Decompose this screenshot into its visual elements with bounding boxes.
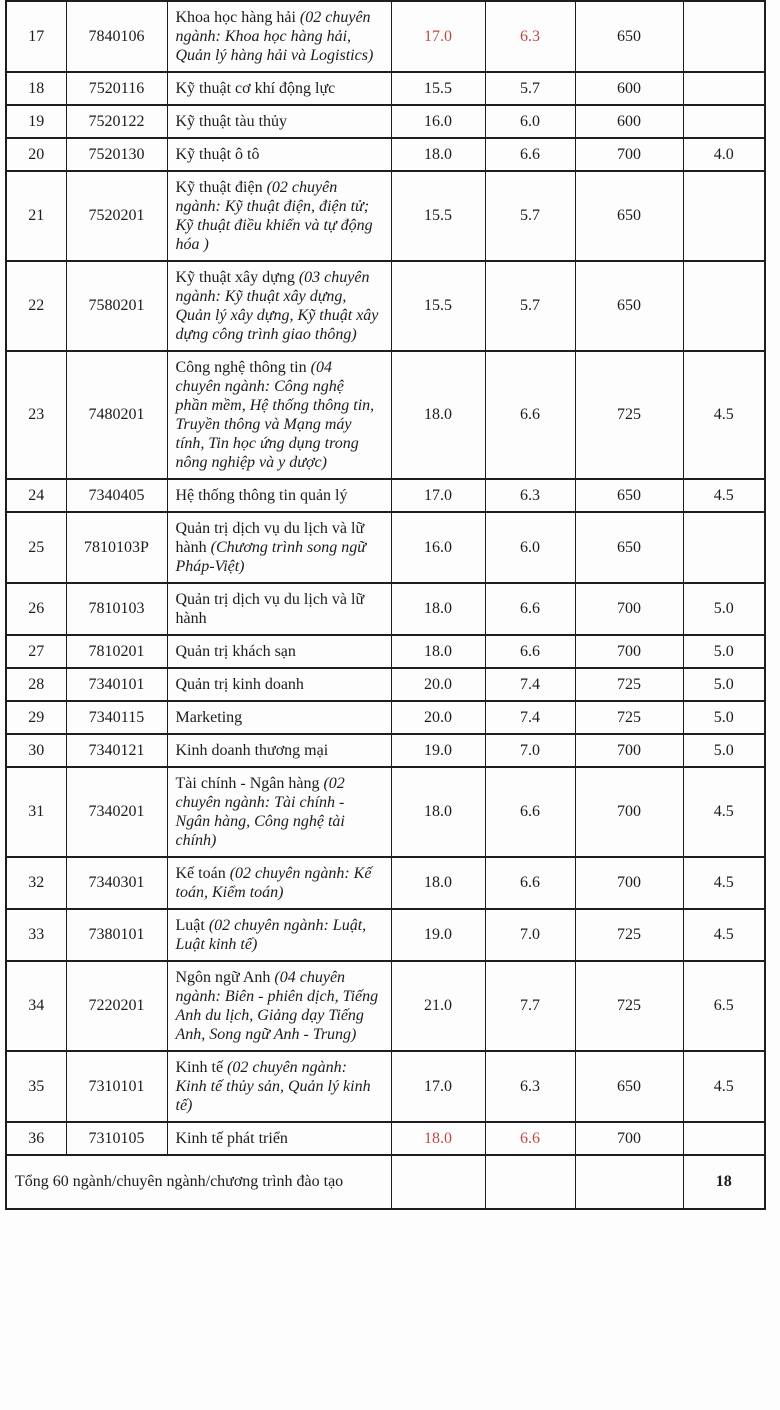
program-name-cell (167, 261, 391, 351)
program-name-cell (167, 72, 391, 105)
score-col2-cell: 5.7 (485, 261, 575, 351)
score-col4-cell: 4.0 (683, 138, 765, 171)
program-name-cell (167, 1, 391, 72)
score-col3-cell: 700 (575, 857, 683, 909)
score-col4-cell: 5.0 (683, 734, 765, 767)
program-name-cell (167, 668, 391, 701)
program-name-note: (02 chuyên ngành: Kế toán, Kiểm toán) (175, 865, 372, 901)
program-name: Quản trị kinh doanh (175, 676, 304, 693)
score-col2-cell: 6.6 (485, 1122, 575, 1155)
program-name-cell (167, 479, 391, 512)
program-name-cell (167, 512, 391, 583)
table-row (6, 734, 765, 767)
score-col3-cell: 650 (575, 512, 683, 583)
row-number-cell: 20 (6, 138, 66, 171)
score-col4-cell: 5.0 (683, 668, 765, 701)
score-col3-cell: 725 (575, 351, 683, 479)
program-code-cell: 7520201 (66, 171, 167, 261)
row-number-cell: 26 (6, 583, 66, 635)
program-code-cell: 7520122 (66, 105, 167, 138)
program-code-cell: 7340101 (66, 668, 167, 701)
program-code-cell: 7310101 (66, 1051, 167, 1122)
score-col4-cell (683, 1, 765, 72)
score-col3-cell: 600 (575, 72, 683, 105)
program-code-cell: 7340405 (66, 479, 167, 512)
program-code-cell: 7380101 (66, 909, 167, 961)
program-name: Kinh tế (175, 1059, 228, 1076)
score-col2-cell: 6.3 (485, 479, 575, 512)
score-col1-cell: 16.0 (391, 105, 485, 138)
score-col4-cell (683, 512, 765, 583)
score-col2-cell: 7.0 (485, 734, 575, 767)
score-col2-cell: 7.0 (485, 909, 575, 961)
score-col2-cell: 7.4 (485, 701, 575, 734)
score-col3-cell: 700 (575, 767, 683, 857)
program-name-note: (04 chuyên ngành: Biên - phiên dịch, Tiếng Anh du lịch, Giảng dạy Tiếng Anh, Song ngữ Anh - Trung) (175, 969, 379, 1043)
score-col2-cell: 7.4 (485, 668, 575, 701)
program-name-cell (167, 583, 391, 635)
score-col2-cell: 6.6 (485, 857, 575, 909)
score-col4-cell: 4.5 (683, 857, 765, 909)
score-col4-cell: 4.5 (683, 479, 765, 512)
program-name-note: (02 chuyên ngành: Khoa học hàng hải, Quản lý hàng hải và Logistics) (175, 9, 374, 64)
program-name: Kỹ thuật tàu thủy (175, 113, 288, 130)
score-col2-cell: 6.6 (485, 767, 575, 857)
program-name: Khoa học hàng hải (175, 9, 300, 26)
score-col2-cell: 7.7 (485, 961, 575, 1051)
score-col4-cell (683, 72, 765, 105)
total-row (6, 1155, 765, 1209)
table-row (6, 171, 765, 261)
score-col1-cell: 19.0 (391, 734, 485, 767)
program-name: Marketing (175, 709, 243, 726)
table-row (6, 635, 765, 668)
admission-table-footer (6, 1155, 765, 1209)
score-col3-cell: 600 (575, 105, 683, 138)
score-col3-cell: 725 (575, 701, 683, 734)
score-col4-cell (683, 1122, 765, 1155)
program-name-cell (167, 1051, 391, 1122)
row-number-cell: 17 (6, 1, 66, 72)
program-name-cell (167, 351, 391, 479)
score-col1-cell: 18.0 (391, 583, 485, 635)
score-col1-cell: 15.5 (391, 261, 485, 351)
score-col4-cell: 4.5 (683, 351, 765, 479)
program-name: Quản trị khách sạn (175, 643, 296, 660)
score-col1-cell: 20.0 (391, 701, 485, 734)
row-number-cell: 35 (6, 1051, 66, 1122)
program-name: Ngôn ngữ Anh (175, 969, 275, 986)
program-code-cell: 7810201 (66, 635, 167, 668)
empty-cell (391, 1155, 485, 1209)
row-number-cell: 21 (6, 171, 66, 261)
table-row (6, 961, 765, 1051)
program-name-note: (02 chuyên ngành: Tài chính - Ngân hàng, Công nghệ tài chính) (175, 775, 345, 849)
score-col1-cell: 19.0 (391, 909, 485, 961)
row-number-cell: 29 (6, 701, 66, 734)
table-row (6, 479, 765, 512)
program-name-cell (167, 1122, 391, 1155)
program-name: Kinh tế phát triển (175, 1130, 288, 1147)
program-name: Kỹ thuật điện (175, 179, 267, 196)
program-code-cell: 7480201 (66, 351, 167, 479)
program-code-cell: 7520130 (66, 138, 167, 171)
program-code-cell: 7810103P (66, 512, 167, 583)
score-col1-cell: 17.0 (391, 479, 485, 512)
score-col3-cell: 650 (575, 1, 683, 72)
score-col2-cell: 6.6 (485, 351, 575, 479)
program-name: Kinh doanh thương mại (175, 742, 329, 759)
row-number-cell: 22 (6, 261, 66, 351)
score-col4-cell: 5.0 (683, 635, 765, 668)
score-col4-cell: 5.0 (683, 701, 765, 734)
program-name: Kỹ thuật cơ khí động lực (175, 80, 336, 97)
program-name: Tài chính - Ngân hàng (175, 775, 324, 792)
program-code-cell: 7310105 (66, 1122, 167, 1155)
program-name-note: (02 chuyên ngành: Kỹ thuật điện, điện tử; Kỹ thuật điều khiển và tự động hóa ) (175, 179, 373, 253)
program-name-note: (02 chuyên ngành: Luật, Luật kinh tế) (175, 917, 367, 953)
score-col4-cell: 5.0 (683, 583, 765, 635)
program-code-cell: 7340301 (66, 857, 167, 909)
row-number-cell: 33 (6, 909, 66, 961)
score-col4-cell (683, 171, 765, 261)
score-col1-cell: 18.0 (391, 1122, 485, 1155)
score-col1-cell: 17.0 (391, 1, 485, 72)
score-col1-cell: 18.0 (391, 857, 485, 909)
program-name-cell (167, 734, 391, 767)
table-row (6, 701, 765, 734)
row-number-cell: 36 (6, 1122, 66, 1155)
program-name: Quản trị dịch vụ du lịch và lữ hành (175, 520, 365, 556)
program-name-cell (167, 635, 391, 668)
score-col2-cell: 6.0 (485, 512, 575, 583)
program-name: Hệ thống thông tin quản lý (175, 487, 348, 504)
score-col3-cell: 700 (575, 583, 683, 635)
program-name: Quản trị dịch vụ du lịch và lữ hành (175, 591, 365, 627)
score-col4-cell (683, 261, 765, 351)
table-row (6, 261, 765, 351)
program-name-cell (167, 701, 391, 734)
program-code-cell: 7340115 (66, 701, 167, 734)
score-col3-cell: 650 (575, 261, 683, 351)
score-col1-cell: 15.5 (391, 171, 485, 261)
score-col3-cell: 725 (575, 909, 683, 961)
row-number-cell: 24 (6, 479, 66, 512)
program-code-cell: 7220201 (66, 961, 167, 1051)
program-name-cell (167, 961, 391, 1051)
table-row (6, 138, 765, 171)
program-name-note: (03 chuyên ngành: Kỹ thuật xây dựng, Quản lý xây dựng, Kỹ thuật xây dựng công trình giao thông) (175, 269, 379, 343)
score-col1-cell: 18.0 (391, 138, 485, 171)
score-col2-cell: 6.6 (485, 635, 575, 668)
score-col2-cell: 6.0 (485, 105, 575, 138)
row-number-cell: 27 (6, 635, 66, 668)
score-col3-cell: 700 (575, 138, 683, 171)
program-code-cell: 7340201 (66, 767, 167, 857)
program-name: Công nghệ thông tin (175, 359, 311, 376)
table-row (6, 351, 765, 479)
row-number-cell: 18 (6, 72, 66, 105)
admission-scores-table (5, 0, 766, 1210)
program-name-cell (167, 105, 391, 138)
program-name-note: (Chương trình song ngữ Pháp-Việt) (175, 539, 366, 575)
table-row (6, 512, 765, 583)
table-row (6, 668, 765, 701)
table-row (6, 857, 765, 909)
admission-table-body (6, 1, 765, 1155)
table-row (6, 1051, 765, 1122)
score-col2-cell: 5.7 (485, 72, 575, 105)
table-row (6, 1122, 765, 1155)
total-label-cell: Tổng 60 ngành/chuyên ngành/chương trình đào tạo (6, 1155, 391, 1209)
score-col3-cell: 725 (575, 961, 683, 1051)
score-col1-cell: 18.0 (391, 635, 485, 668)
score-col3-cell: 700 (575, 1122, 683, 1155)
score-col2-cell: 6.3 (485, 1051, 575, 1122)
score-col4-cell: 4.5 (683, 909, 765, 961)
program-name-cell (167, 171, 391, 261)
score-col2-cell: 6.6 (485, 583, 575, 635)
table-row (6, 105, 765, 138)
table-row (6, 72, 765, 105)
row-number-cell: 30 (6, 734, 66, 767)
row-number-cell: 28 (6, 668, 66, 701)
score-col3-cell: 700 (575, 734, 683, 767)
score-col1-cell: 16.0 (391, 512, 485, 583)
score-col1-cell: 17.0 (391, 1051, 485, 1122)
score-col1-cell: 18.0 (391, 767, 485, 857)
table-row (6, 583, 765, 635)
row-number-cell: 19 (6, 105, 66, 138)
program-name-cell (167, 767, 391, 857)
row-number-cell: 31 (6, 767, 66, 857)
score-col4-cell: 4.5 (683, 1051, 765, 1122)
program-name-note: (02 chuyên ngành: Kinh tế thủy sản, Quản lý kinh tế) (175, 1059, 371, 1114)
score-col2-cell: 6.6 (485, 138, 575, 171)
empty-cell (485, 1155, 575, 1209)
program-name: Kỹ thuật xây dựng (175, 269, 299, 286)
table-row (6, 767, 765, 857)
score-col1-cell: 15.5 (391, 72, 485, 105)
table-row (6, 1, 765, 72)
score-col2-cell: 6.3 (485, 1, 575, 72)
score-col3-cell: 700 (575, 635, 683, 668)
program-code-cell: 7520116 (66, 72, 167, 105)
score-col1-cell: 21.0 (391, 961, 485, 1051)
score-col4-cell: 4.5 (683, 767, 765, 857)
total-count-cell: 18 (683, 1155, 765, 1209)
score-col3-cell: 725 (575, 668, 683, 701)
row-number-cell: 34 (6, 961, 66, 1051)
row-number-cell: 32 (6, 857, 66, 909)
score-col3-cell: 650 (575, 479, 683, 512)
score-col3-cell: 650 (575, 1051, 683, 1122)
table-row (6, 909, 765, 961)
program-code-cell: 7840106 (66, 1, 167, 72)
program-name: Kỹ thuật ô tô (175, 146, 260, 163)
program-code-cell: 7810103 (66, 583, 167, 635)
score-col4-cell: 6.5 (683, 961, 765, 1051)
program-code-cell: 7580201 (66, 261, 167, 351)
empty-cell (575, 1155, 683, 1209)
score-col2-cell: 5.7 (485, 171, 575, 261)
score-col4-cell (683, 105, 765, 138)
program-name: Kế toán (175, 865, 230, 882)
program-name-cell (167, 909, 391, 961)
score-col1-cell: 20.0 (391, 668, 485, 701)
score-col1-cell: 18.0 (391, 351, 485, 479)
program-code-cell: 7340121 (66, 734, 167, 767)
program-name-cell (167, 857, 391, 909)
row-number-cell: 25 (6, 512, 66, 583)
score-col3-cell: 650 (575, 171, 683, 261)
program-name: Luật (175, 917, 209, 934)
row-number-cell: 23 (6, 351, 66, 479)
program-name-note: (04 chuyên ngành: Công nghệ phần mềm, Hệ thống thông tin, Truyền thông và Mạng máy tính, Tin học ứng dụng trong nông nghiệp và y dược) (175, 359, 375, 471)
program-name-cell (167, 138, 391, 171)
